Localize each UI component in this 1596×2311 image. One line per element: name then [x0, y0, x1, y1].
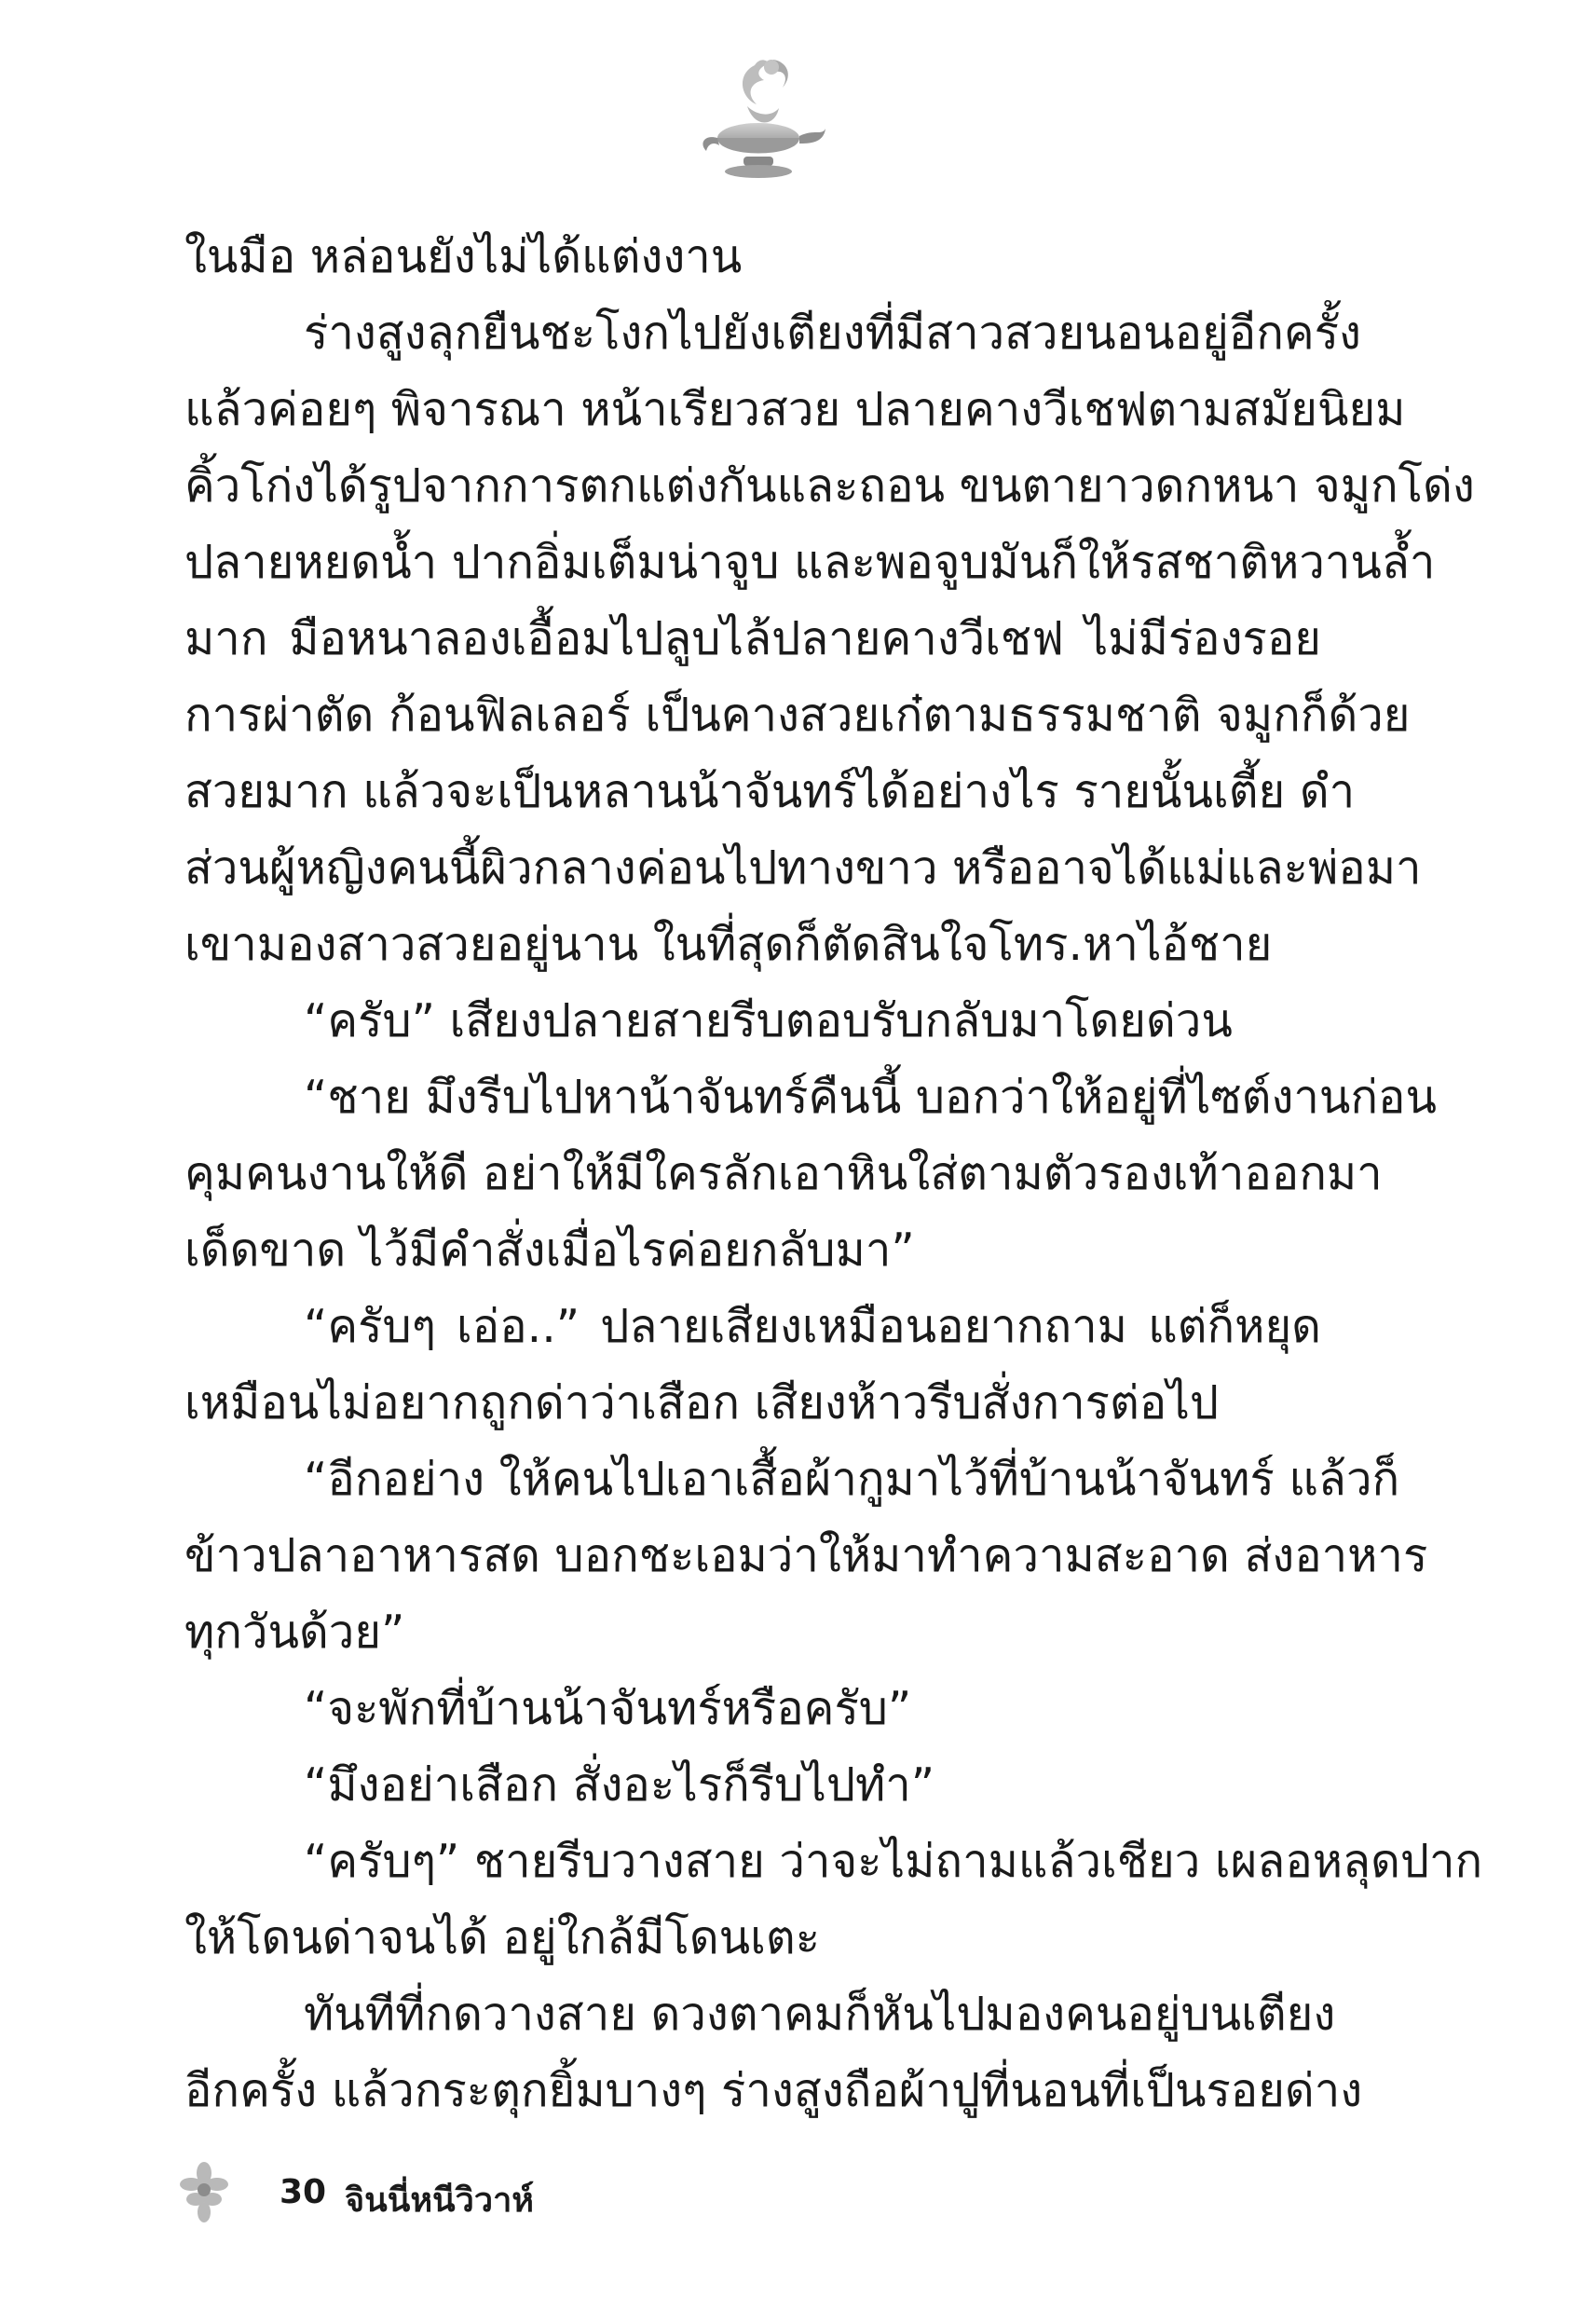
text-line: “อีกอย่าง ให้คนไปเอาเสื้อผ้ากูมาไว้ที่บ้านน้าจันทร์ แล้วก็	[304, 1453, 1400, 1506]
text-line: “ครับๆ” ชายรีบวางสาย ว่าจะไม่ถามแล้วเชียว เผลอหลุดปาก	[304, 1835, 1483, 1888]
page-number: 30	[280, 2173, 327, 2211]
text-line: เหมือนไม่อยากถูกด่าว่าเสือก เสียงห้าวรีบสั่งการต่อไป	[184, 1376, 1219, 1429]
text-line: ทันทีที่กดวางสาย ดวงตาคมก็หันไปมองคนอยู่บนเตียง	[304, 1988, 1336, 2041]
flower-ornament-icon	[177, 2160, 231, 2225]
text-line: “ชาย มึงรีบไปหาน้าจันทร์คืนนี้ บอกว่าให้อยู่ที่ไซต์งานก่อน	[304, 1071, 1437, 1124]
text-line: แล้วค่อยๆ พิจารณา หน้าเรียวสวย ปลายคางวีเชฟตามสมัยนิยม	[184, 383, 1406, 436]
text-line: เขามองสาวสวยอยู่นาน ในที่สุดก็ตัดสินใจโทร.หาไอ้ชาย	[184, 918, 1273, 971]
text-line: “จะพักที่บ้านน้าจันทร์หรือครับ”	[304, 1682, 912, 1735]
text-line: ข้าวปลาอาหารสด บอกชะเอมว่าให้มาทำความสะอาด ส่งอาหาร	[184, 1529, 1428, 1582]
page-footer	[177, 2160, 829, 2225]
text-line: อีกครั้ง แล้วกระตุกยิ้มบางๆ ร่างสูงถือผ้าปูที่นอนที่เป็นรอยด่าง	[184, 2064, 1363, 2117]
header-emblem	[689, 47, 829, 196]
text-line: “มึงอย่าเสือก สั่งอะไรก็รีบไปทำ”	[304, 1758, 935, 1812]
text-line: ในมือ หล่อนยังไม่ได้แต่งงาน	[184, 230, 743, 283]
text-line: ร่างสูงลุกยืนชะโงกไปยังเตียงที่มีสาวสวยนอนอยู่อีกครั้ง	[304, 307, 1361, 360]
genie-lamp-icon	[689, 47, 829, 196]
text-line: ส่วนผู้หญิงคนนี้ผิวกลางค่อนไปทางขาว หรืออาจได้แม่และพ่อมา	[184, 841, 1422, 895]
footer-emblem	[177, 2160, 231, 2225]
text-line: การผ่าตัด ก้อนฟิลเลอร์ เป็นคางสวยเก๋ตามธรรมชาติ จมูกก็ด้วย	[184, 689, 1411, 742]
text-line: คิ้วโก่งได้รูปจากการตกแต่งกันและถอน ขนตายาวดกหนา จมูกโด่ง	[184, 459, 1475, 513]
book-title: จินนี่หนีวิวาห์	[345, 2181, 535, 2220]
text-line: ให้โดนด่าจนได้ อยู่ใกล้มีโดนเตะ	[184, 1911, 821, 1964]
text-line: คุมคนงานให้ดี อย่าให้มีใครลักเอาหินใส่ตามตัวรองเท้าออกมา	[184, 1147, 1383, 1200]
text-line: “ครับ” เสียงปลายสายรีบตอบรับกลับมาโดยด่วน	[304, 994, 1233, 1047]
text-line: ทุกวันด้วย”	[184, 1606, 405, 1659]
text-line: “ครับๆ เอ่อ..” ปลายเสียงเหมือนอยากถาม แต่ก็หยุด	[304, 1300, 1321, 1353]
text-line: ปลายหยดน้ำ ปากอิ่มเต็มน่าจูบ และพอจูบมันก็ให้รสชาติหวานล้ำ	[184, 536, 1436, 589]
text-line: มาก มือหนาลองเอื้อมไปลูบไล้ปลายคางวีเชฟ ไม่มีร่องรอย	[184, 612, 1321, 665]
text-line: สวยมาก แล้วจะเป็นหลานน้าจันทร์ได้อย่างไร รายนั้นเตี้ย ดำ	[184, 765, 1356, 818]
text-line: เด็ดขาด ไว้มีคำสั่งเมื่อไรค่อยกลับมา”	[184, 1224, 915, 1277]
page-body-text	[184, 219, 1483, 2129]
